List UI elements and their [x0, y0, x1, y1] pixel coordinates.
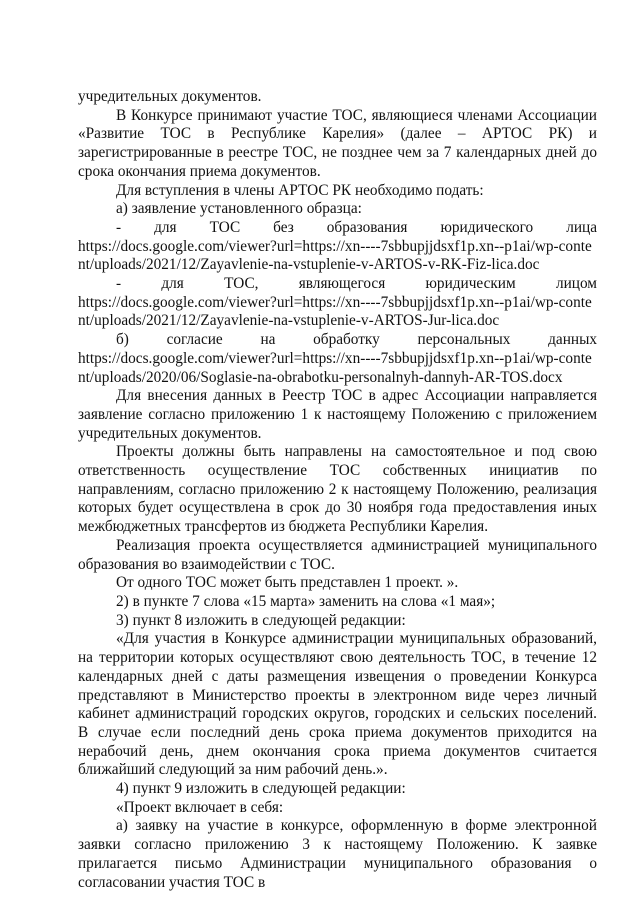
- paragraph-item-3: 3) пункт 8 изложить в следующей редакции:: [116, 611, 406, 629]
- paragraph-registry: Для внесения данных в Реестр ТОС в адрес Ассоциации направляется заявление согласно приложению 1 к настоящему Положению с приложением учредительных документов.: [78, 387, 597, 442]
- link-consent[interactable]: https://docs.google.com/viewer?url=https://xn----7sbbupjjdsxf1p.xn--p1ai/wp-content/uploads/2020/06/Soglasie-na-obrabotku-personalnyh-dannyh-AR-TOS.docx: [78, 349, 592, 386]
- paragraph-membership: Для вступления в члены АРТОС РК необходимо подать:: [116, 181, 484, 199]
- paragraph-continuation: учредительных документов.: [78, 88, 262, 105]
- paragraph-item-2: 2) в пункте 7 слова «15 марта» заменить на слова «1 мая»;: [116, 592, 496, 610]
- paragraph-project-includes: «Проект включает в себя:: [116, 798, 284, 816]
- paragraph-application: а) заявку на участие в конкурсе, оформленную в форме электронной заявки согласно приложению 3 к настоящему Положению. К заявке прилагается письмо Администрации муниципального образования о согласовании участия ТОС в: [78, 817, 597, 891]
- item-fiz-lead: - для ТОС без образования юридического лица: [116, 218, 597, 236]
- paragraph-item-8-text: «Для участия в Конкурсе администрации муниципальных образований, на территории которых осуществляют свою деятельность ТОС, в течение 12 календарных дней с даты размещения извещения о проведении Конкурса представляют в Министерство проекты в электронном виде через личный кабинет администраций городских округов, городских и сельских поселений. В случае если последний день срока приема документов приходится на нерабочий день, днем окончания срока приема документов считается ближайший следующий за ним рабочий день.».: [78, 630, 597, 779]
- item-consent-lead: б) согласие на обработку персональных данных: [116, 331, 597, 349]
- link-jur-lica[interactable]: https://docs.google.com/viewer?url=https://xn----7sbbupjjdsxf1p.xn--p1ai/wp-content/uploads/2021/12/Zayavlenie-na-vstuplenie-v-ARTOS-Jur-lica.doc: [78, 293, 592, 330]
- paragraph-projects: Проекты должны быть направлены на самостоятельное и под свою ответственность осуществление ТОС собственных инициатив по направлениям, согласно приложению 2 к настоящему Положению, реализация которых будет осуществлена в срок до 30 ноября года предоставления иных межбюджетных трансфертов из бюджета Республики Карелия.: [78, 443, 597, 536]
- paragraph-item-4: 4) пункт 9 изложить в следующей редакции:: [116, 780, 406, 798]
- paragraph-one-project: От одного ТОС может быть представлен 1 проект. ».: [116, 574, 459, 592]
- item-jur-lead: - для ТОС, являющегося юридическим лицом: [116, 275, 597, 293]
- document-page: [78, 88, 597, 892]
- link-fiz-lica[interactable]: https://docs.google.com/viewer?url=https://xn----7sbbupjjdsxf1p.xn--p1ai/wp-content/uploads/2021/12/Zayavlenie-na-vstuplenie-v-ARTOS-v-RK-Fiz-lica.doc: [78, 237, 592, 274]
- paragraph-implementation: Реализация проекта осуществляется администрацией муниципального образования во взаимодействии с ТОС.: [78, 536, 597, 573]
- paragraph-application-form: а) заявление установленного образца:: [116, 200, 362, 218]
- paragraph-participants: В Конкурсе принимают участие ТОС, являющиеся членами Ассоциации «Развитие ТОС в Республике Карелия» (далее – АРТОС РК) и зарегистрированные в реестре ТОС, не позднее чем за 7 календарных дней до срока окончания приема документов.: [78, 106, 597, 180]
